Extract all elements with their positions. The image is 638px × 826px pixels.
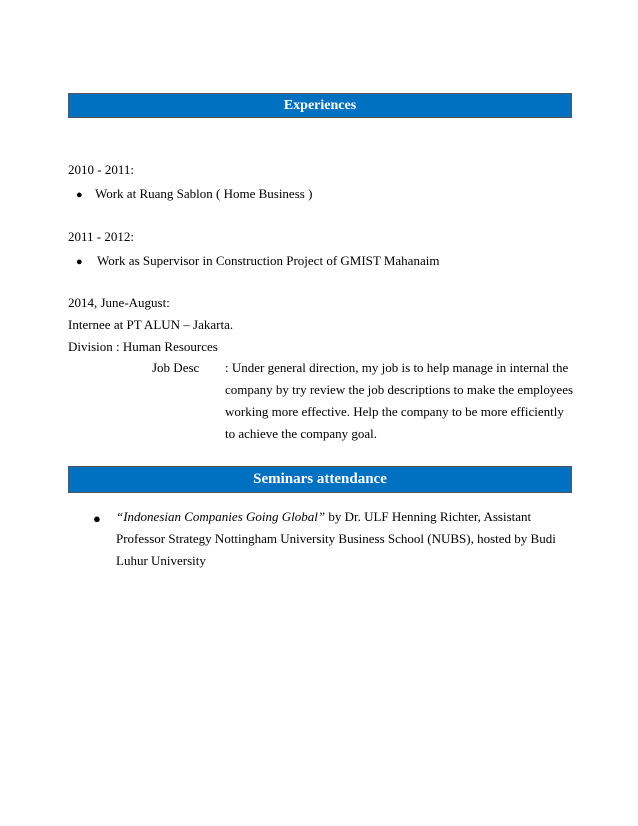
bullet-icon: ● (76, 256, 83, 268)
experiences-header-text: Experiences (283, 98, 357, 113)
internship-period: 2014, June-August: (68, 295, 170, 310)
experiences-section-header (68, 93, 572, 118)
internship-place: Internee at PT ALUN – Jakarta. (68, 317, 234, 332)
job-desc-line: to achieve the company goal. (225, 426, 377, 441)
job-desc-line: : Under general direction, my job is to help manage in internal the (225, 360, 569, 375)
internship-division: Division : Human Resources (68, 339, 218, 354)
experience-item-2: Work as Supervisor in Construction Project of GMIST Mahanaim (97, 253, 440, 268)
seminar-line-2: Professor Strategy Nottingham University Business School (NUBS), hosted by Budi (116, 531, 556, 546)
job-desc-line: company by try review the job descriptions to make the employees (225, 382, 574, 397)
seminar-line-1 (116, 506, 576, 528)
job-desc-label: Job Desc (152, 360, 200, 375)
experience-period-2: 2011 - 2012: (68, 229, 134, 244)
experience-period-1: 2010 - 2011: (68, 162, 134, 177)
seminar-speaker: by Dr. ULF Henning Richter, Assistant (325, 509, 532, 524)
seminars-section-header (68, 466, 572, 493)
bullet-icon: ● (93, 511, 101, 526)
job-desc-line: working more effective. Help the company to be more efficiently (225, 404, 564, 419)
experience-item-1: Work at Ruang Sablon ( Home Business ) (95, 186, 313, 201)
job-desc-text (225, 357, 574, 445)
seminar-item (116, 506, 576, 572)
seminars-header-text: Seminars attendance (253, 471, 387, 487)
seminar-line-3: Luhur University (116, 553, 206, 568)
bullet-icon: ● (76, 189, 83, 201)
seminar-title: “Indonesian Companies Going Global” (116, 509, 326, 524)
